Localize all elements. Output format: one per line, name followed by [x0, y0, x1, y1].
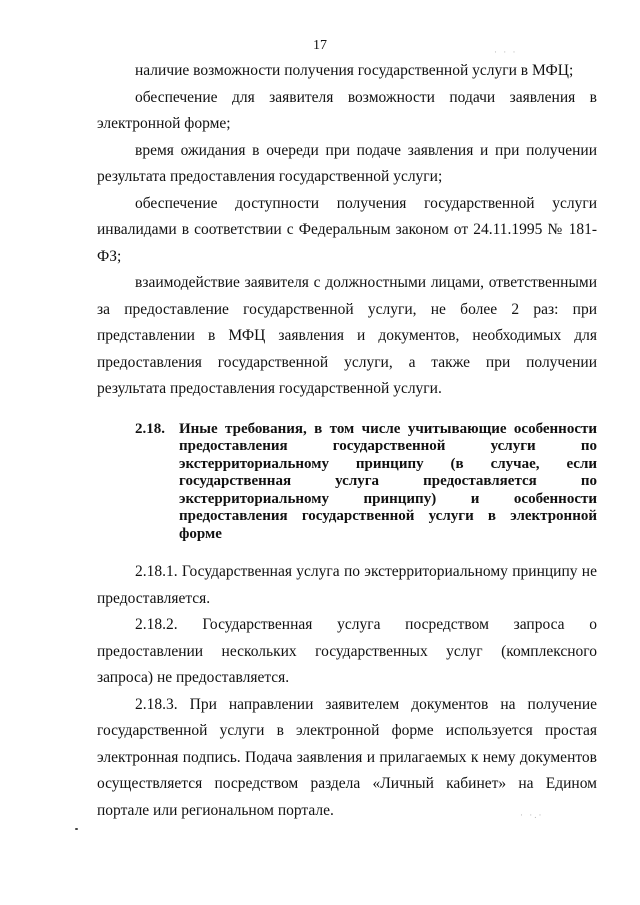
- paragraph: время ожидания в очереди при подаче заявления и при получении результата предоставления государственной услуги;: [97, 141, 597, 185]
- paragraph: 2.18.3. При направлении заявителем документов на получение государственной услуги в электронной форме используется простая электронная подпись. Подача заявления и прилагаемых к нему документов осуществляется посредством раздела «Личный кабинет» на Едином портале или региональном портале.: [97, 695, 597, 819]
- paragraph: наличие возможности получения государственной услуги в МФЦ;: [135, 62, 574, 79]
- section-number: 2.18.: [135, 420, 165, 437]
- scan-artifact: [75, 828, 78, 830]
- paragraph: обеспечение для заявителя возможности подачи заявления в электронной форме;: [97, 88, 597, 132]
- scan-artifact: · · ·: [494, 47, 518, 57]
- page-number: 17: [313, 38, 327, 53]
- section-heading: [97, 421, 597, 544]
- section-title: Иные требования, в том числе учитывающие особенности предоставления государственной услуги по экстерриториальному принципу (в случае, если государственная услуга предоставляется по экстерриториальному принципу) и особенности предоставления государственной услуги в электронной форме: [179, 420, 597, 542]
- document-body: [97, 58, 597, 824]
- paragraph: обеспечение доступности получения государственной услуги инвалидами в соответствии с Федеральным законом от 24.11.1995 № 181-ФЗ;: [97, 194, 597, 265]
- scan-artifact: · ·.·: [520, 810, 544, 820]
- paragraph: 2.18.2. Государственная услуга посредством запроса о предоставлении нескольких государственных услуг (комплексного запроса) не предоставляется.: [97, 616, 597, 686]
- paragraph: 2.18.1. Государственная услуга по экстерриториальному принципу не предоставляется.: [97, 563, 597, 607]
- paragraph: взаимодействие заявителя с должностными лицами, ответственными за предоставление государственной услуги, не более 2 раз: при представлении в МФЦ заявления и документов, необходимых для предоставления государственной услуги, а также при получении результата предоставления государственной услуги.: [97, 274, 597, 397]
